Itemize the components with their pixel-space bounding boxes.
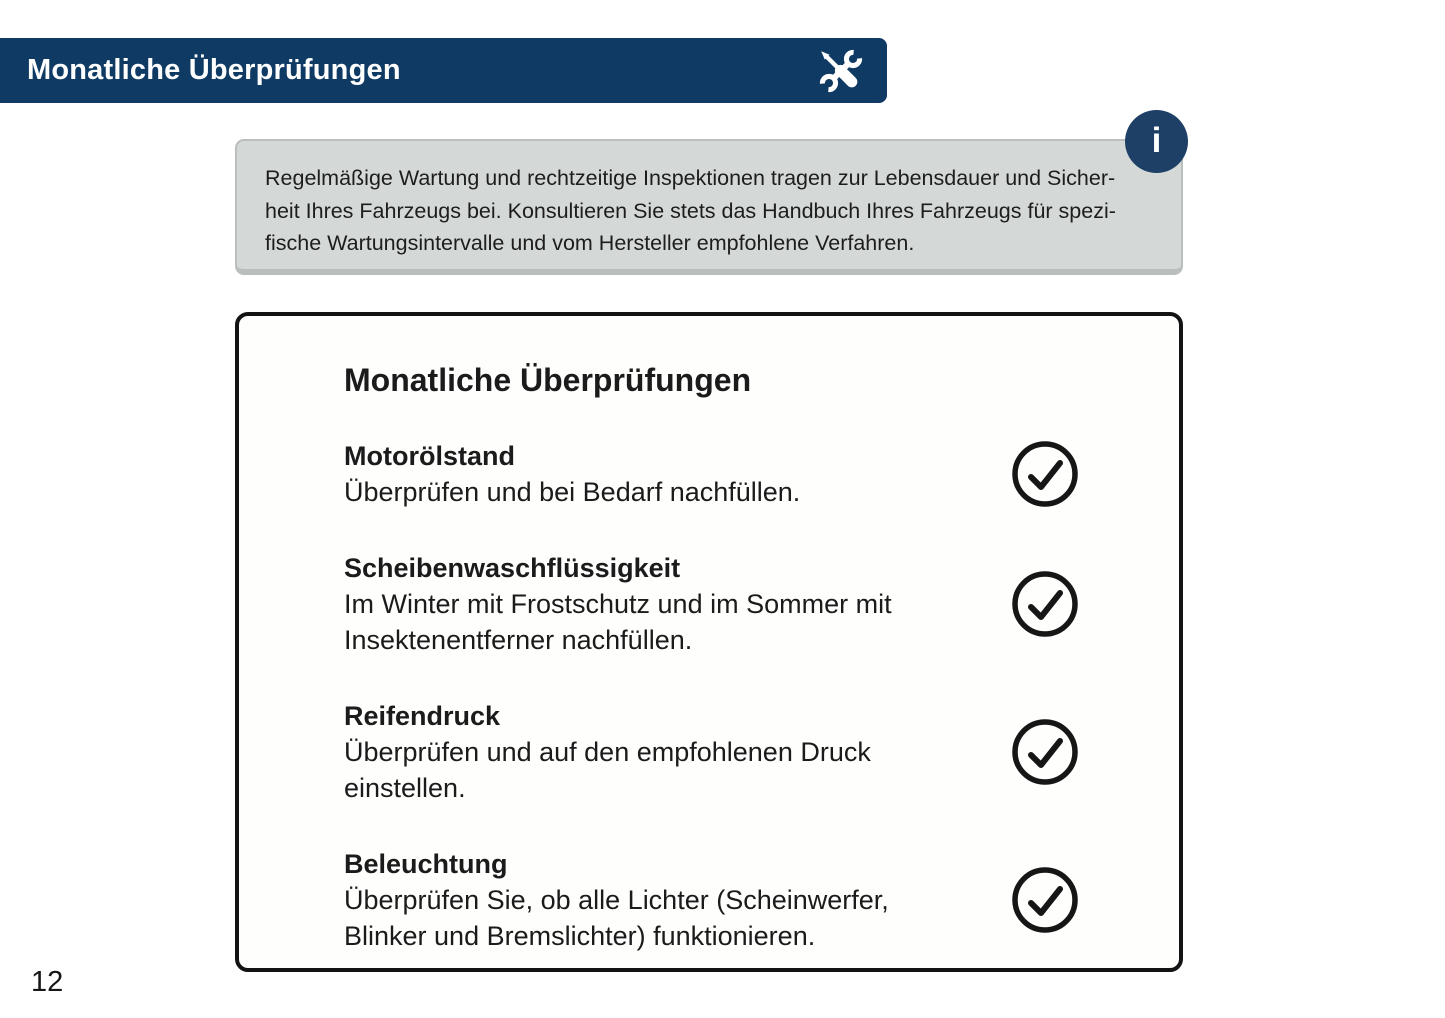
item-heading: Reifendruck [344, 701, 501, 731]
item-heading: Scheibenwaschflüssigkeit [344, 553, 681, 583]
checklist-item [344, 438, 1079, 510]
item-description: Überprüfen und bei Bedarf nachfüllen. [344, 477, 801, 507]
checklist-card [235, 312, 1183, 972]
header-bar [0, 38, 887, 103]
checklist-item [344, 698, 1079, 806]
check-circle-icon [1011, 440, 1079, 508]
checklist-item [344, 550, 1079, 658]
checklist-item [344, 846, 1079, 954]
checklist-title: Monatliche Überprüfungen [344, 362, 752, 398]
item-description: Im Winter mit Frostschutz und im Sommer mit Insektenentferner nachfüllen. [344, 589, 892, 655]
info-icon-letter: i [1151, 121, 1162, 160]
tools-icon [817, 47, 865, 95]
check-circle-icon [1011, 570, 1079, 638]
item-description: Überprüfen Sie, ob alle Lichter (Scheinwerfer, Blinker und Bremslichter) funktionieren. [344, 885, 889, 951]
info-note-line: heit Ihres Fahrzeugs bei. Konsultieren Sie stets das Handbuch Ihres Fahrzeugs für spezi- [265, 198, 1116, 223]
info-note [235, 139, 1183, 275]
check-circle-icon [1011, 866, 1079, 934]
header-title: Monatliche Überprüfungen [27, 54, 401, 86]
item-description: Überprüfen und auf den empfohlenen Druck einstellen. [344, 737, 871, 803]
info-note-line: fische Wartungsintervalle und vom Hersteller empfohlene Verfahren. [265, 231, 915, 255]
page-number: 12 [31, 966, 64, 998]
item-heading: Beleuchtung [344, 849, 508, 879]
check-circle-icon [1011, 718, 1079, 786]
item-heading: Motorölstand [344, 441, 515, 471]
info-icon [1125, 110, 1188, 173]
info-note-line: Regelmäßige Wartung und rechtzeitige Inspektionen tragen zur Lebensdauer und Sicher- [265, 166, 1116, 190]
